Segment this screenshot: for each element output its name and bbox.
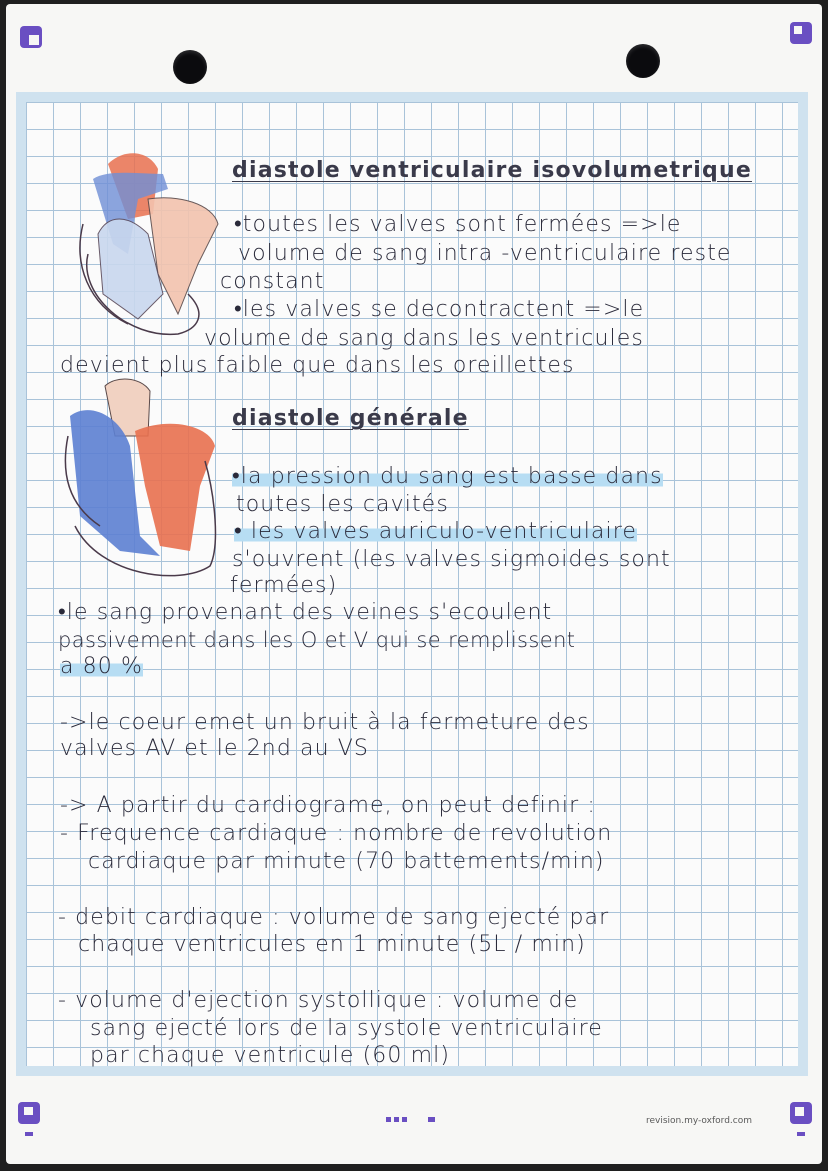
- note-line: - volume d'ejection systollique : volume de: [58, 988, 579, 1013]
- note-line: - Frequence cardiaque : nombre de revolution: [60, 821, 613, 846]
- note-line: toutes les cavités: [236, 492, 449, 517]
- corner-dash-icon: [797, 1132, 805, 1136]
- note-line: valves AV et le 2nd au VS: [60, 736, 369, 761]
- note-line: chaque ventricules en 1 minute (5L / min): [78, 932, 586, 957]
- note-line: volume de sang dans les ventricules: [204, 326, 644, 351]
- binder-hole: [173, 50, 207, 84]
- binder-hole: [626, 44, 660, 78]
- section-title: diastole ventriculaire isovolumetrique: [232, 158, 752, 183]
- note-line: devient plus faible que dans les oreillettes: [60, 353, 575, 378]
- note-line: par chaque ventricule (60 ml): [90, 1043, 450, 1068]
- heart-diagram-icon: [68, 144, 228, 344]
- note-line: a 80 %: [60, 654, 143, 679]
- page-indicator: [386, 1117, 435, 1122]
- note-line: fermées): [230, 573, 338, 598]
- note-line: passivement dans les O et V qui se remplissent: [58, 628, 576, 652]
- note-line: •la pression du sang est basse dans: [232, 464, 663, 489]
- note-line: -> A partir du cardiograme, on peut definir :: [60, 793, 596, 818]
- note-line: ->le coeur emet un bruit à la fermeture des: [60, 710, 590, 735]
- corner-bracket-icon: [18, 1102, 40, 1124]
- note-line: •toutes les valves sont fermées =>le: [234, 212, 682, 237]
- note-line: cardiaque par minute (70 battements/min): [88, 849, 605, 874]
- footer-site: revision.my-oxford.com: [645, 1116, 752, 1126]
- corner-bracket-icon: [790, 1102, 812, 1124]
- note-line: •les valves se decontractent =>le: [234, 297, 645, 322]
- note-line: [232, 462, 663, 491]
- section-title: diastole générale: [232, 406, 469, 431]
- note-line: [234, 517, 637, 546]
- note-line: constant: [220, 269, 325, 294]
- corner-bracket-icon: [20, 26, 42, 48]
- notebook-page: [6, 4, 822, 1164]
- note-line: • les valves auriculo-ventriculaire: [234, 519, 637, 544]
- note-line: sang ejecté lors de la systole ventriculaire: [90, 1016, 603, 1041]
- note-line: - debit cardiaque : volume de sang ejecté par: [58, 905, 610, 930]
- corner-bracket-icon: [790, 22, 812, 44]
- note-line: volume de sang intra -ventriculaire reste: [238, 241, 732, 266]
- corner-dash-icon: [25, 1132, 33, 1136]
- note-line: [60, 652, 143, 681]
- note-line: s'ouvrent (les valves sigmoides sont: [232, 547, 671, 572]
- note-line: •le sang provenant des veines s'ecoulent: [58, 600, 553, 625]
- heart-diagram-icon: [60, 376, 220, 586]
